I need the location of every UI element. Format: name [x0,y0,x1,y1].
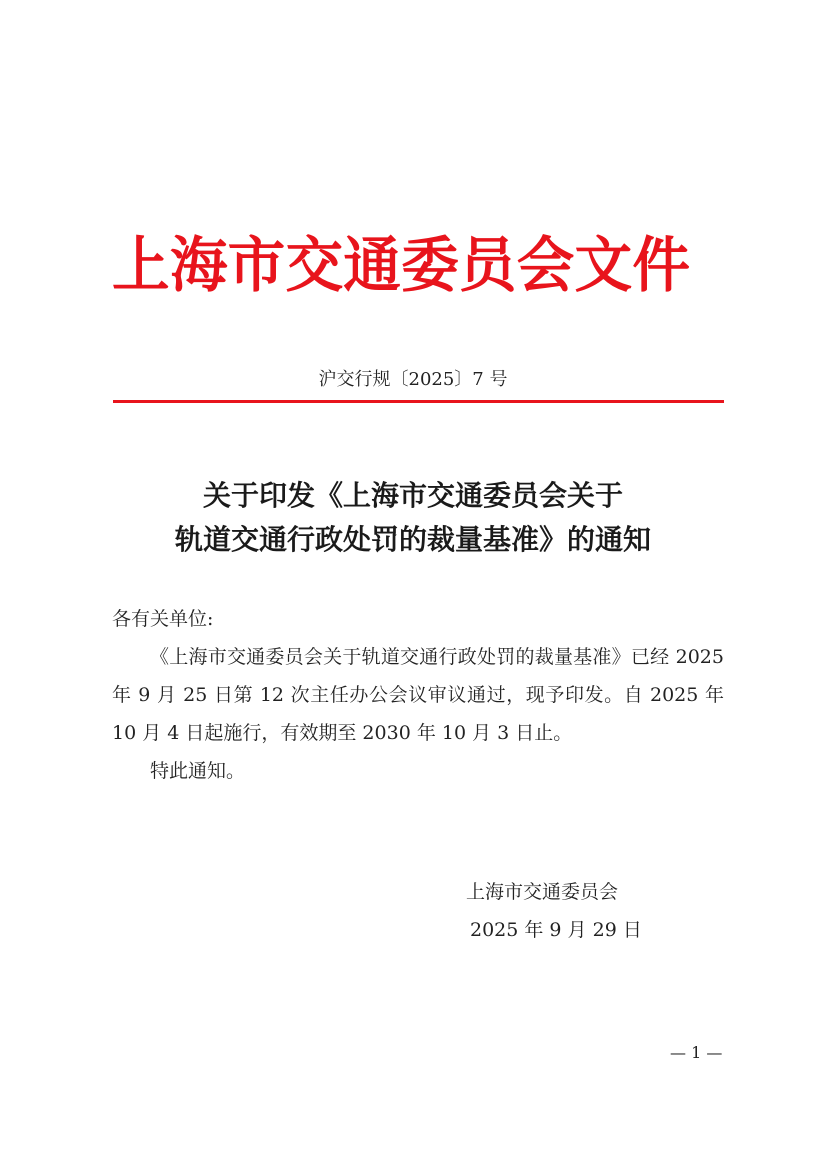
masthead-title: 上海市交通委员会文件 [112,231,690,301]
document-title-line-2: 轨道交通行政处罚的裁量基准》的通知 [174,523,651,556]
document-title-line-1: 关于印发《上海市交通委员会关于 [202,479,623,512]
red-divider-line [113,400,724,403]
document-title [60,474,766,562]
issuer-name: 上海市交通委员会 [466,881,619,903]
document-body [112,600,724,790]
signature-block [466,873,642,949]
salutation: 各有关单位: [112,608,214,630]
body-paragraph-notice: 《上海市交通委员会关于轨道交通行政处罚的裁量基准》已经 2025 年 9 月 25 日第 12 次主任办公会议审议通过，现予印发。自 2025 年 10 月 4 日起施行，有效期至 2030 年 10 月 3 日止。 [112,646,724,744]
page-number: — 1 — [670,1043,723,1062]
body-paragraph-closing: 特此通知。 [150,760,246,782]
document-number: 沪交行规〔2025〕7 号 [318,369,508,390]
issue-date: 2025 年 9 月 29 日 [470,919,642,941]
